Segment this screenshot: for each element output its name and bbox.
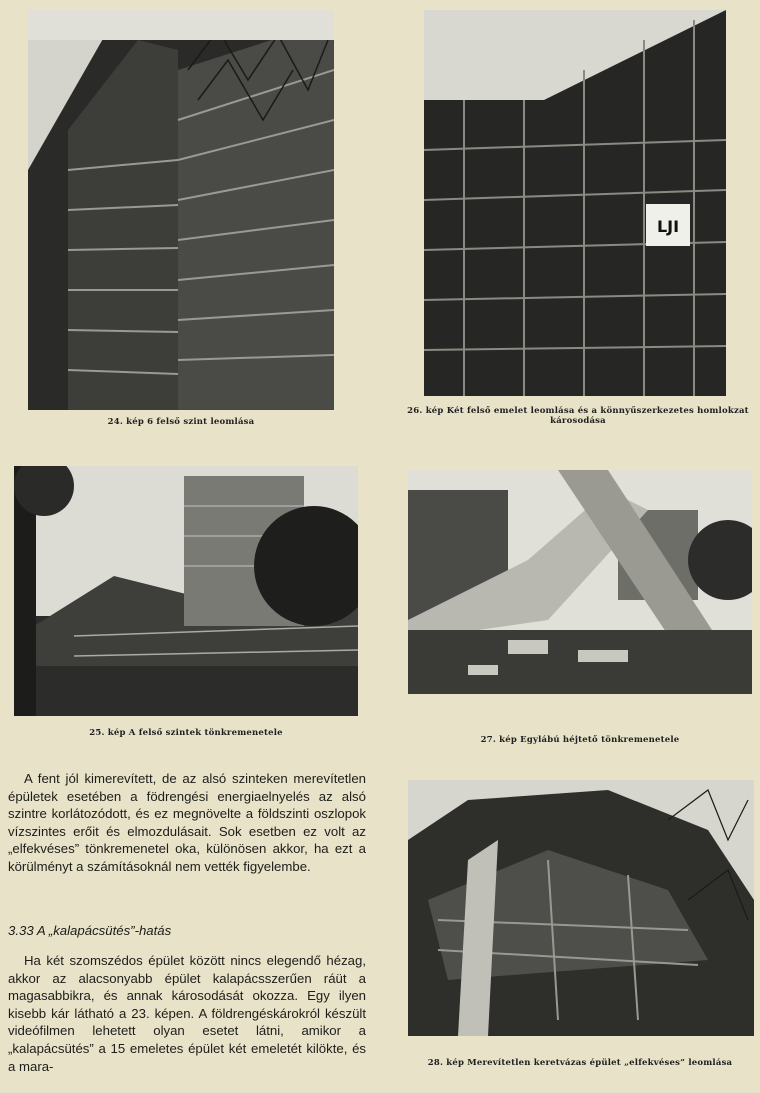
shell-roof-failure-photo-icon <box>408 470 752 694</box>
caption-fig-25: 25. kép A felső szintek tönkremenetele <box>89 728 283 738</box>
body-paragraph-1 <box>8 770 366 876</box>
paragraph-2-text: Ha két szomszédos épület között nincs elegendő hézag, akkor az alacsonyabb épület kalapácsszerűen ráüt a magasabbikra, és annak károsodását okozza. Egy ilyen kisebb kár látható a 23. képen. A földrengéskárokról készült videófilmen lehetett olyan esetet látni, amikor a „kalapácsütés” a 15 emeletes épület két emeletét kilökte, és a mara- <box>8 953 366 1074</box>
photo-fig-24 <box>28 10 334 410</box>
photo-fig-26 <box>424 10 726 396</box>
photo-fig-25 <box>14 466 358 716</box>
collapsed-tower-photo-icon <box>28 10 334 410</box>
caption-fig-27: 27. kép Egylábú héjtető tönkremenetele <box>480 735 680 745</box>
caption-fig-26: 26. kép Két felső emelet leomlása és a könnyűszerkezetes homlokzat károsodása <box>407 406 749 426</box>
photo-fig-28 <box>408 780 754 1036</box>
caption-fig-28: 28. kép Merevítetlen keretvázas épület „elfekvéses” leomlása <box>427 1058 733 1068</box>
damaged-facade-photo-icon <box>424 10 726 396</box>
caption-fig-24: 24. kép 6 felső szint leomlása <box>107 417 255 427</box>
sign-text: LJI <box>656 217 680 236</box>
frame-building-collapse-photo-icon <box>408 780 754 1036</box>
body-paragraph-2 <box>8 952 366 1075</box>
section-heading: 3.33 A „kalapácsütés”-hatás <box>8 923 172 938</box>
collapsed-upper-floors-photo-icon <box>14 466 358 716</box>
photo-fig-27 <box>408 470 752 694</box>
paragraph-1-text: A fent jól kimerevített, de az alsó szinteken merevítetlen épületek esetében a födrengési energiaelnyelés az alsó szintre korlátozódott, és ez megnövelte a földszinti oszlopok vízszintes erőit és elmozdulásait. Sok esetben ez volt az „elfekvéses” tönkremenetel oka, különösen akkor, ha ezt a körülményt a számításoknál nem vették figyelembe. <box>8 771 366 874</box>
